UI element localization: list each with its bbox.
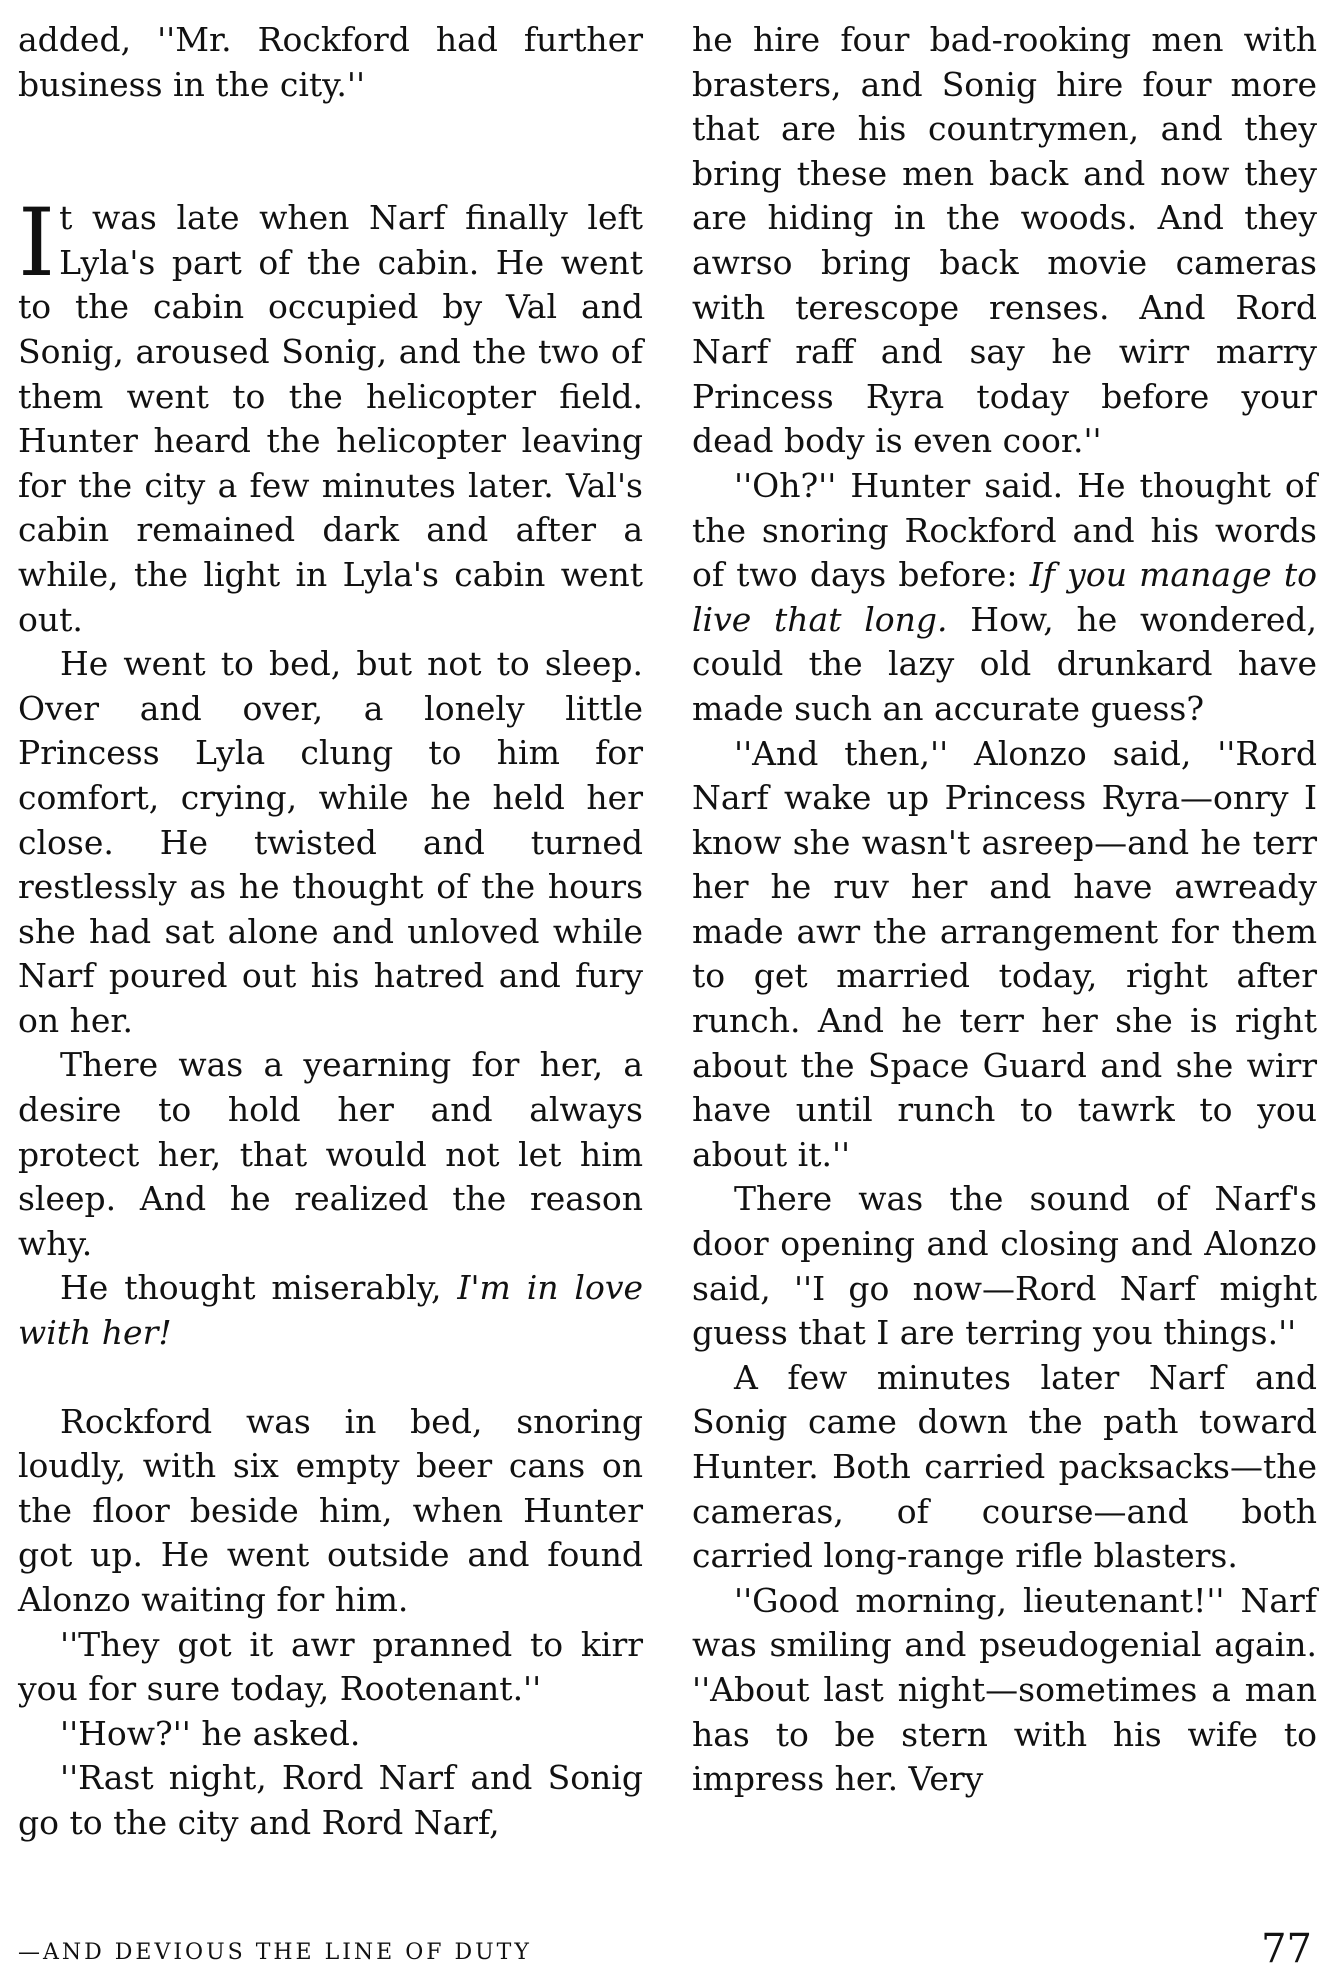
italic-text: I'm in love with her! (18, 1268, 643, 1353)
section-break (18, 1356, 643, 1400)
page-number: 77 (1261, 1926, 1312, 1972)
paragraph (692, 464, 1317, 732)
paragraph: There was the sound of Narf's door opening and closing and Alonzo said, ''I go now—Rord Narf might guess that I are terring you things.'' (692, 1179, 1317, 1353)
italic-text: If you manage to live that long. (692, 555, 1317, 639)
paragraph (18, 189, 643, 642)
paragraph: A few minutes later Narf and Sonig came down the path toward Hunter. Both carried packsacks—the cameras, of course—and both carried long-range rifle blasters. (692, 1357, 1317, 1576)
paragraph: ''How?'' he asked. (60, 1713, 361, 1753)
page-footer (18, 1926, 1322, 1972)
paragraph: ''And then,'' Alonzo said, ''Rord Narf wake up Princess Ryra—onry I know she wasn't asreep—and he terr her he ruv her and have awready made awr the arrangement for them to get married today, right after runch. And he terr her she is right about the Space Guard and she wirr have until runch to tawrk to you about it.'' (692, 733, 1317, 1174)
paragraph-text: How, he wondered, could the lazy old drunkard have made such an accurate guess? (692, 599, 1317, 728)
section-break (18, 107, 643, 196)
paragraph: ''They got it awr pranned to kirr you for sure today, Rootenant.'' (18, 1624, 643, 1709)
drop-cap: I (18, 189, 56, 299)
paragraph-text: He thought miserably, (60, 1268, 458, 1308)
left-column (18, 18, 643, 1846)
paragraph: He went to bed, but not to sleep. Over and over, a lonely little Princess Lyla clung to him for comfort, crying, while he held her close. He twisted and turned restlessly as he thought of the hours she had sat alone and unloved while Narf poured out his hatred and fury on her. (18, 644, 643, 1040)
paragraph-text: ''Oh?'' Hunter said. He thought of the snoring Rockford and his words of two days before: (692, 465, 1317, 595)
paragraph: There was a yearning for her, a desire to hold her and always protect her, that would not let him sleep. And he realized the reason why. (18, 1045, 643, 1263)
paragraph: Rockford was in bed, snoring loudly, with six empty beer cans on the floor beside him, when Hunter got up. He went outside and found Alonzo waiting for him. (18, 1401, 643, 1619)
paragraph: ''Good morning, lieutenant!'' Narf was smiling and pseudogenial again. ''About last night—sometimes a man has to be stern with his wife to impress her. Very (692, 1580, 1317, 1799)
paragraph: ''Rast night, Rord Narf and Sonig go to the city and Rord Narf, (18, 1758, 643, 1842)
paragraph-text: t was late when Narf finally left Lyla's part of the cabin. He went to the cabin occupied by Val and Sonig, aroused Sonig, and the two of them went to the helicopter field. Hunter heard the helicopter leaving for the city a few minutes later. Val's cabin remained dark and after a while, the light in Lyla's cabin went out. (18, 198, 643, 639)
right-column (692, 18, 1317, 1802)
paragraph (18, 1266, 643, 1355)
paragraph: he hire four bad-rooking men with brasters, and Sonig hire four more that are his countrymen, and they bring these men back and now they are hiding in the woods. And they awrso bring back movie cameras with terescope renses. And Rord Narf raff and say he wirr marry Princess Ryra today before your dead body is even coor.'' (692, 20, 1317, 461)
running-title: —AND DEVIOUS THE LINE OF DUTY (18, 1940, 532, 1965)
paragraph: added, ''Mr. Rockford had further business in the city.'' (18, 20, 643, 104)
